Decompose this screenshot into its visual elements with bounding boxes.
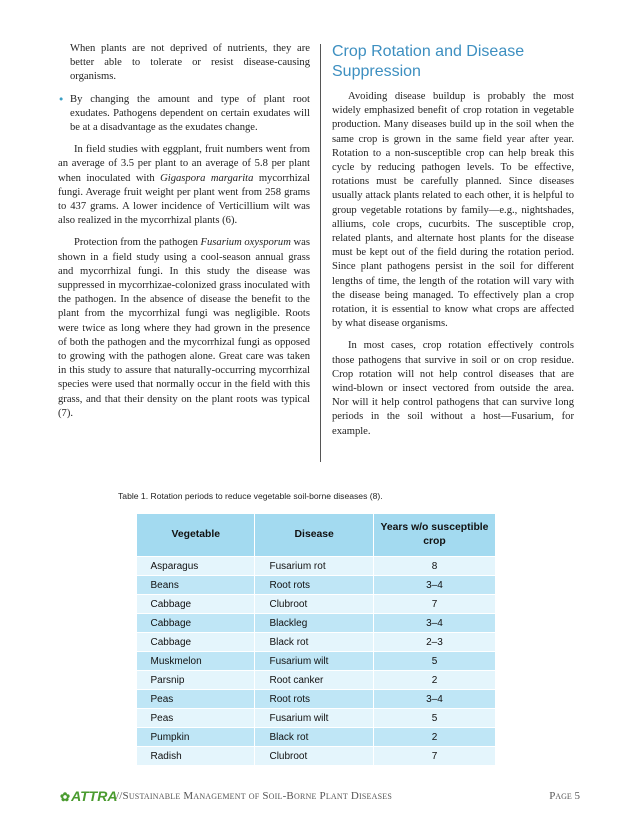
cell-years: 2 — [373, 728, 495, 747]
cell-disease: Root rots — [255, 576, 373, 595]
cell-disease: Black rot — [255, 633, 373, 652]
header-vegetable: Vegetable — [137, 514, 255, 557]
table-row — [137, 747, 496, 766]
table-row — [137, 595, 496, 614]
leaf-icon: ✿ — [60, 790, 71, 804]
table-row — [137, 614, 496, 633]
cell-disease: Root rots — [255, 690, 373, 709]
table-row — [137, 557, 496, 576]
bullet-text: By changing the amount and type of plant root exudates. Pathogens dependent on certain exudates will be at a disadvantage as the exudates change. — [70, 93, 310, 134]
cell-vegetable: Asparagus — [137, 557, 255, 576]
cell-disease: Blackleg — [255, 614, 373, 633]
header-disease: Disease — [255, 514, 373, 557]
cell-vegetable: Cabbage — [137, 595, 255, 614]
cell-disease: Black rot — [255, 728, 373, 747]
page-number: Page 5 — [549, 790, 580, 802]
table-row — [137, 709, 496, 728]
table-row — [137, 652, 496, 671]
cell-years: 2 — [373, 671, 495, 690]
cell-years: 7 — [373, 595, 495, 614]
cell-vegetable: Parsnip — [137, 671, 255, 690]
cell-vegetable: Cabbage — [137, 614, 255, 633]
paragraph-nutrients: When plants are not deprived of nutrients, they are better able to tolerate or resist disease-causing organisms. — [70, 43, 310, 83]
paragraph-crop-rotation-control: In most cases, crop rotation effectively controls those pathogens that survive in soil or on crop residue. Crop rotation will not help control diseases that are wind-blown or insect vectored from outside the area. Nor will it help control pathogens that can survive long periods in the soil without a host—Fusarium, for example. — [332, 340, 574, 437]
attra-logo: ✿ATTRA — [60, 788, 118, 804]
bullet-item-exudates — [58, 93, 310, 136]
paragraph-eggplant: In field studies with eggplant, fruit numbers went from an average of 3.5 per plant to an average of 5.8 per plant when inoculated with Gigaspora margarita mycorrhizal fungi. Average fruit weight per plant went from 258 grams to 437 grams. A lower incidence of Verticillium wilt was also realized in the mycorrhizal plants (6). — [58, 144, 310, 227]
species-name: Gigaspora margarita — [160, 172, 254, 184]
header-years: Years w/o susceptible crop — [373, 514, 495, 557]
page-footer — [60, 788, 580, 808]
right-column — [332, 42, 574, 447]
cell-vegetable: Pumpkin — [137, 728, 255, 747]
left-column — [58, 42, 310, 429]
paragraph-disease-buildup: Avoiding disease buildup is probably the most widely emphasized benefit of crop rotation in vegetable production. Many diseases build up in the soil when the same crop is grown in the same field year after year. Rotation to a non-susceptible crop can help break this cycle by reducing pathogen levels. To be effective, rotations must be carefully planned. Since diseases usually attack plants related to each other, it is helpful to group vegetable rotations by family—e.g., nightshades, alliums, cole crops, cucurbits. The susceptible crop, related plants, and alternate host plants for the disease must be kept out of the field during the rotation period. Since plant pathogens persist in the soil for different lengths of time, the length of the rotation will vary with the disease being managed. To effectively plan a crop rotation, it is essential to know what crops are affected by what disease organisms. — [332, 91, 574, 330]
table-row — [137, 576, 496, 595]
cell-disease: Clubroot — [255, 595, 373, 614]
table-row — [137, 728, 496, 747]
footer-title: //Sustainable Management of Soil-Borne Plant Diseases — [116, 790, 393, 802]
cell-vegetable: Peas — [137, 709, 255, 728]
cell-years: 2–3 — [373, 633, 495, 652]
table-row — [137, 671, 496, 690]
cell-disease: Fusarium wilt — [255, 652, 373, 671]
bullet-icon: • — [58, 93, 65, 106]
cell-years: 7 — [373, 747, 495, 766]
column-divider — [320, 44, 321, 462]
cell-years: 3–4 — [373, 690, 495, 709]
cell-disease: Root canker — [255, 671, 373, 690]
cell-years: 5 — [373, 709, 495, 728]
cell-years: 3–4 — [373, 614, 495, 633]
cell-years: 5 — [373, 652, 495, 671]
cell-vegetable: Beans — [137, 576, 255, 595]
rotation-table — [136, 513, 496, 766]
cell-years: 3–4 — [373, 576, 495, 595]
cell-vegetable: Muskmelon — [137, 652, 255, 671]
paragraph-fusarium: Protection from the pathogen Fusarium oxysporum was shown in a field study using a cool-season annual grass and mycorrhizal fungi. In this study the disease was suppressed in mycorrhizae-colonized grass inoculated with the pathogen. In the absence of disease the benefit to the plant from the mycorrhizal fungi was negligible. Roots were twice as long where they had grown in the presence of both the pathogen and the mycorrhizal fungi as opposed to growing with the pathogen alone. Great care was taken in this study to assure that naturally-occurring mycorrhizal species were used that normally occur in the field with this grass, and that their density on the plant roots was typical (7). — [58, 237, 310, 419]
cell-vegetable: Peas — [137, 690, 255, 709]
cell-vegetable: Radish — [137, 747, 255, 766]
cell-disease: Fusarium wilt — [255, 709, 373, 728]
cell-years: 8 — [373, 557, 495, 576]
cell-vegetable: Cabbage — [137, 633, 255, 652]
cell-disease: Clubroot — [255, 747, 373, 766]
pathogen-name: Fusarium oxysporum — [200, 237, 291, 249]
table-caption: Table 1. Rotation periods to reduce vegetable soil-borne diseases (8). — [118, 491, 383, 501]
table-row — [137, 633, 496, 652]
cell-disease: Fusarium rot — [255, 557, 373, 576]
table-header-row — [137, 514, 496, 557]
section-heading: Crop Rotation and Disease Suppression — [332, 43, 525, 80]
table-row — [137, 690, 496, 709]
